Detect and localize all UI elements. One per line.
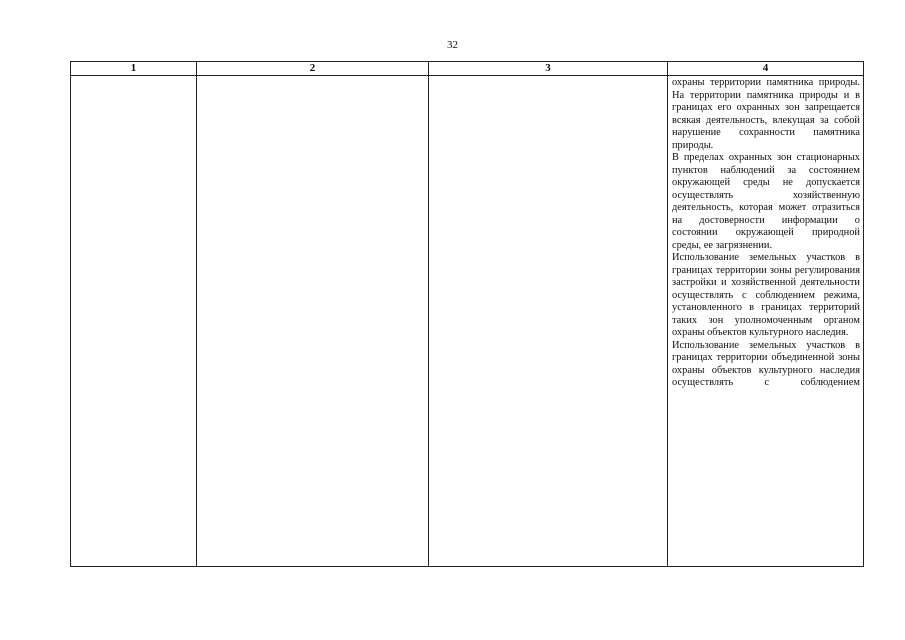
paragraph-development-regulation-zone: Использование земельных участков в границах территории зоны регулирования застройки и хозяйственной деятельности осуществлять с соблюдением режима, установленного в границах территорий таких зон уполномоченным органом охраны объектов культурного наследия. (672, 252, 860, 338)
column4-text (668, 76, 863, 390)
paragraph-nature-monument: охраны территории памятника природы. На территории памятника природы и в границах его охранных зон запрещается всякая деятельность, влекущая за собой нарушение сохранности памятника природы. (672, 77, 860, 151)
paragraph-monitoring-stations: В пределах охранных зон стационарных пунктов наблюдений за состоянием окружающей среды не допускается осуществлять хозяйственную деятельность, которая может отразиться на достоверности информации о состоянии окружающей природной среды, ее загрязнении. (672, 152, 860, 251)
column-header-4: 4 (668, 62, 864, 76)
table-cell-col2 (197, 76, 429, 567)
table-cell-col3 (429, 76, 668, 567)
page-number: 32 (447, 39, 458, 51)
column-header-2: 2 (197, 62, 429, 76)
paragraph-combined-protection-zone: Использование земельных участков в границах территории объединенной зоны охраны объектов культурного наследия осуществлять с соблюдением (672, 339, 860, 388)
document-table (70, 61, 864, 567)
table-row (71, 76, 864, 567)
table-cell-col1 (71, 76, 197, 567)
column-header-1: 1 (71, 62, 197, 76)
column-header-3: 3 (429, 62, 668, 76)
table-header-row (71, 62, 864, 76)
table-cell-col4 (668, 76, 864, 567)
